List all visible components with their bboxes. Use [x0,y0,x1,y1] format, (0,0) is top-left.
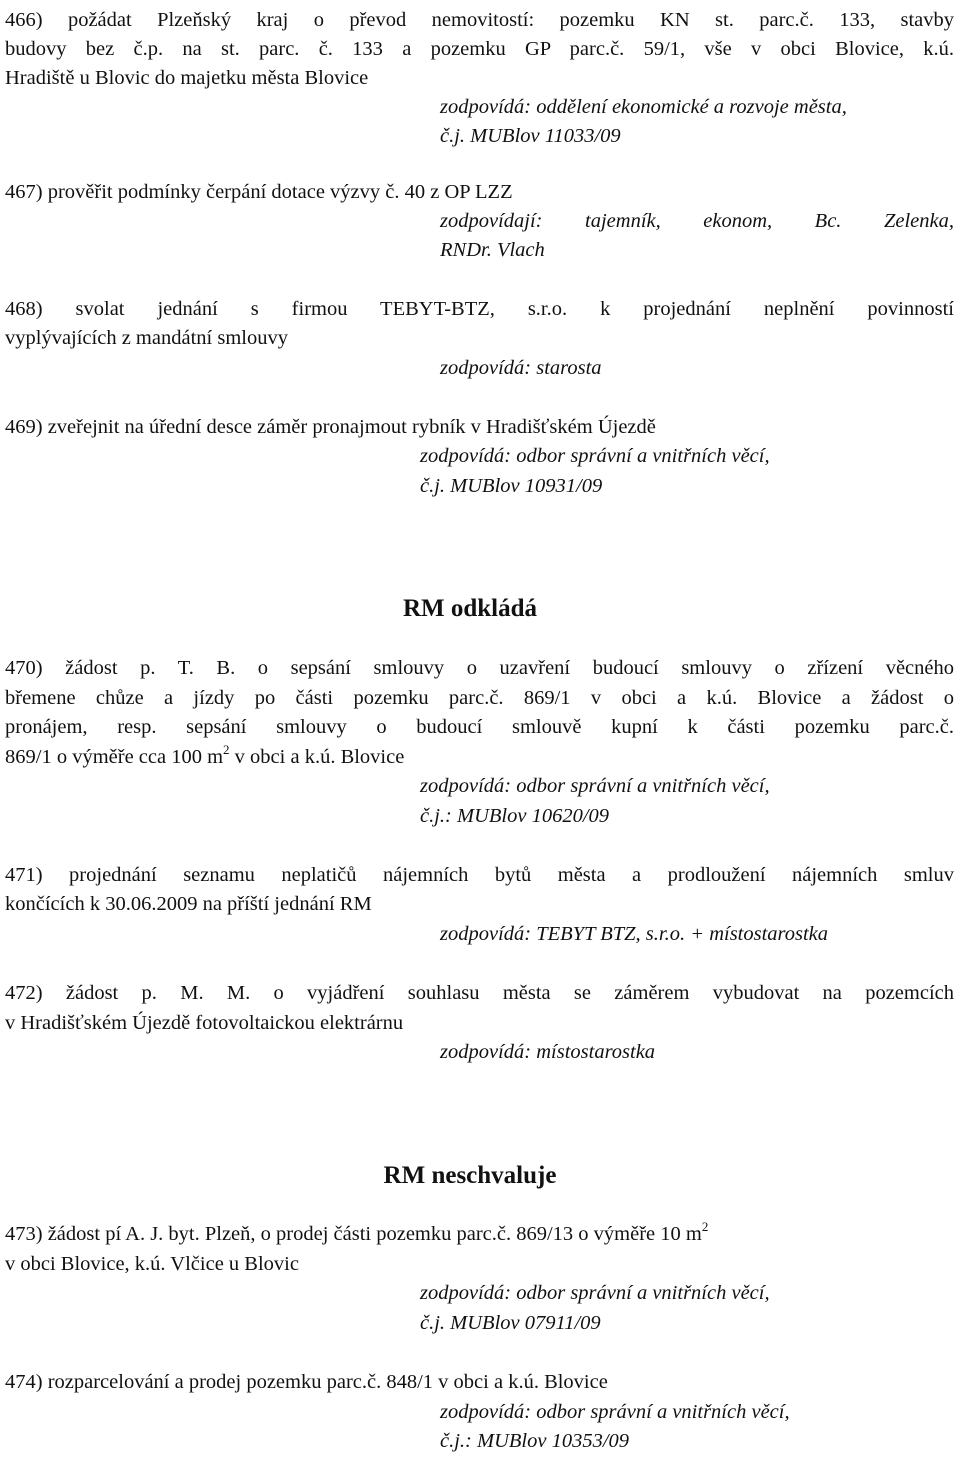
item-473-line-2: v obci Blovice, k.ú. Vlčice u Blovic [5,1253,299,1275]
item-468-line-2: vyplývajících z mandátní smlouvy [5,327,288,349]
item-473-line-1-text: 473) žádost pí A. J. byt. Plzeň, o prodej části pozemku parc.č. 869/13 o výměře 10 m [5,1223,702,1245]
item-474-reference: č.j.: MUBlov 10353/09 [440,1430,630,1452]
item-474-responsible: zodpovídá: odbor správní a vnitřních věcí, [440,1401,790,1423]
section-heading-odklada: RM odkládá [402,595,538,622]
item-467-responsible-cont: RNDr. Vlach [440,239,545,261]
item-473-reference: č.j. MUBlov 07911/09 [420,1312,601,1334]
item-470-line-4-text: 869/1 o výměře cca 100 m [5,746,224,768]
item-474-line-1: 474) rozparcelování a prodej pozemku parc.č. 848/1 v obci a k.ú. Blovice [5,1371,608,1393]
item-471-line-1: 471) projednání seznamu neplatičů nájemních bytů města a prodloužení nájemních smluv [5,864,954,886]
item-473-line-1 [5,1219,954,1249]
section-heading-neschvaluje: RM neschvaluje [383,1162,557,1189]
item-467-responsible: zodpovídají: tajemník, ekonom, Bc. Zelenka, [440,210,954,232]
item-468-responsible: zodpovídá: starosta [440,357,602,379]
item-471-responsible: zodpovídá: TEBYT BTZ, s.r.o. + místostarostka [440,923,829,945]
item-466-line-2: budovy bez č.p. na st. parc. č. 133 a pozemku GP parc.č. 59/1, vše v obci Blovice, k.ú. [5,38,954,60]
item-470-line-1: 470) žádost p. T. B. o sepsání smlouvy o uzavření budoucí smlouvy o zřízení věcného [5,657,954,679]
item-466-responsible: zodpovídá: oddělení ekonomické a rozvoje města, [440,96,847,118]
item-473-responsible: zodpovídá: odbor správní a vnitřních věcí, [420,1282,770,1304]
item-466-line-3: Hradiště u Blovic do majetku města Blovice [5,67,369,89]
item-469-reference: č.j. MUBlov 10931/09 [420,475,603,497]
item-466-reference: č.j. MUBlov 11033/09 [440,125,621,147]
item-470-line-3: pronájem, resp. sepsání smlouvy o budoucí smlouvě kupní k části pozemku parc.č. [5,716,954,738]
item-470-line-4 [5,742,954,772]
item-468-line-1: 468) svolat jednání s firmou TEBYT-BTZ, s.r.o. k projednání neplnění povinností [5,298,954,320]
superscript-2: 2 [701,1219,709,1234]
item-469-responsible: zodpovídá: odbor správní a vnitřních věcí, [420,445,770,467]
item-471-line-2: končících k 30.06.2009 na příští jednání RM [5,893,372,915]
item-466-line-1: 466) požádat Plzeňský kraj o převod nemovitostí: pozemku KN st. parc.č. 133, stavby [5,9,954,31]
item-472-responsible: zodpovídá: místostarostka [440,1041,656,1063]
item-467-line-1: 467) prověřit podmínky čerpání dotace výzvy č. 40 z OP LZZ [5,181,513,203]
item-470-responsible: zodpovídá: odbor správní a vnitřních věcí, [420,775,770,797]
item-472-line-2: v Hradišťském Újezdě fotovoltaickou elektrárnu [5,1012,404,1034]
item-470-line-2: břemene chůze a jízdy po části pozemku parc.č. 869/1 v obci a k.ú. Blovice a žádost o [5,687,954,709]
item-470-reference: č.j.: MUBlov 10620/09 [420,805,610,827]
superscript-2: 2 [223,742,230,757]
item-469-line-1: 469) zveřejnit na úřední desce záměr pronajmout rybník v Hradišťském Újezdě [5,416,656,438]
item-472-line-1: 472) žádost p. M. M. o vyjádření souhlasu města se záměrem vybudovat na pozemcích [5,982,954,1004]
item-470-line-4-tail: v obci a k.ú. Blovice [229,746,405,768]
